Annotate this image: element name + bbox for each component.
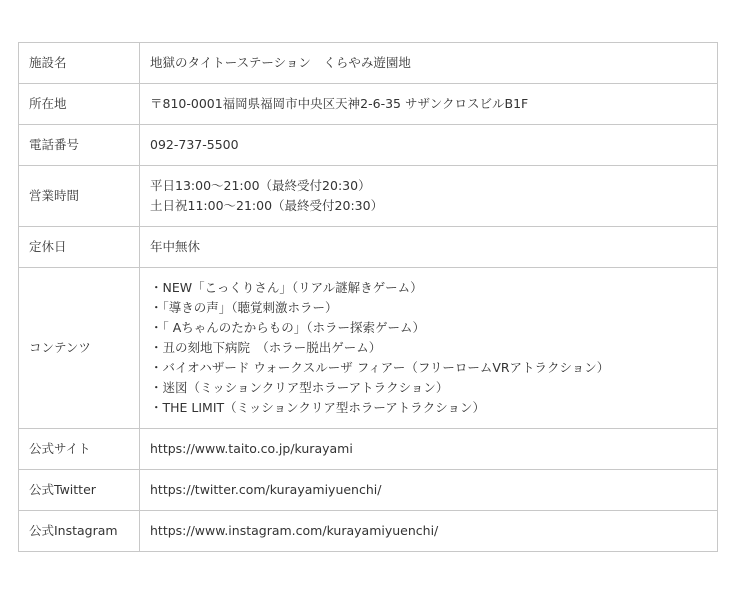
label-official-site: 公式サイト xyxy=(19,429,140,470)
official-instagram-link[interactable]: https://www.instagram.com/kurayamiyuenchi/ xyxy=(150,523,439,538)
row-address xyxy=(19,84,718,125)
label-address: 所在地 xyxy=(19,84,140,125)
label-closed-days: 定休日 xyxy=(19,227,140,268)
content-item: ・「導きの声」（聴覚刺激ホラー） xyxy=(150,300,338,315)
official-twitter-link[interactable]: https://twitter.com/kurayamiyuenchi/ xyxy=(150,482,382,497)
label-business-hours: 営業時間 xyxy=(19,166,140,227)
value-official-instagram xyxy=(140,511,718,552)
value-contents xyxy=(140,268,718,429)
official-site-link[interactable]: https://www.taito.co.jp/kurayami xyxy=(150,441,353,456)
value-address: 〒810-0001福岡県福岡市中央区天神2‑6‑35 サザンクロスビルB1F xyxy=(140,84,718,125)
label-phone: 電話番号 xyxy=(19,125,140,166)
content-item: ・バイオハザード ウォークスルーザ フィアー（フリーロームVRアトラクション） xyxy=(150,360,610,375)
content-item: ・「 Aちゃんのたからもの」（ホラー探索ゲーム） xyxy=(150,320,426,335)
value-facility-name: 地獄のタイトーステーション くらやみ遊園地 xyxy=(140,43,718,84)
hours-weekday: 平日13:00〜21:00（最終受付20:30） xyxy=(150,178,371,193)
row-facility-name xyxy=(19,43,718,84)
row-phone xyxy=(19,125,718,166)
label-facility-name: 施設名 xyxy=(19,43,140,84)
value-official-site xyxy=(140,429,718,470)
content-item: ・THE LIMIT（ミッションクリア型ホラーアトラクション） xyxy=(150,400,486,415)
content-item: ・迷図（ミッションクリア型ホラーアトラクション） xyxy=(150,380,449,395)
row-business-hours xyxy=(19,166,718,227)
row-official-instagram xyxy=(19,511,718,552)
value-closed-days: 年中無休 xyxy=(140,227,718,268)
label-official-twitter: 公式Twitter xyxy=(19,470,140,511)
facility-info-table xyxy=(18,42,718,552)
row-official-twitter xyxy=(19,470,718,511)
label-official-instagram: 公式Instagram xyxy=(19,511,140,552)
label-contents: コンテンツ xyxy=(19,268,140,429)
row-official-site xyxy=(19,429,718,470)
row-contents xyxy=(19,268,718,429)
content-item: ・NEW「こっくりさん」（リアル謎解きゲーム） xyxy=(150,280,423,295)
value-official-twitter xyxy=(140,470,718,511)
row-closed-days xyxy=(19,227,718,268)
content-item: ・丑の刻地下病院 （ホラー脱出ゲーム） xyxy=(150,340,382,355)
value-business-hours xyxy=(140,166,718,227)
hours-weekend: 土日祝11:00〜21:00（最終受付20:30） xyxy=(150,198,384,213)
value-phone: 092-737-5500 xyxy=(140,125,718,166)
